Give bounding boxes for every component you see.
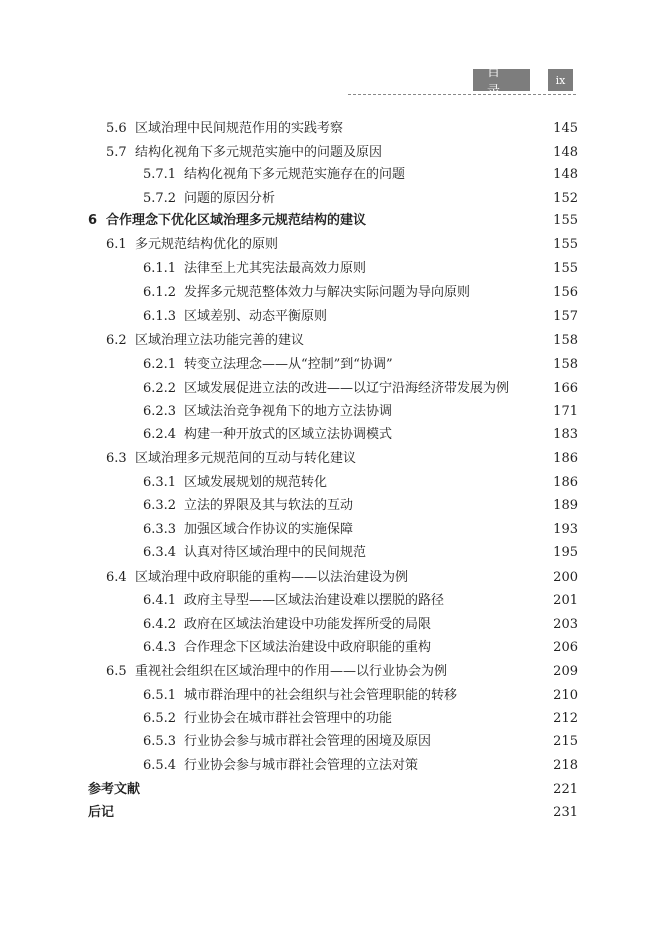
toc-entry [0, 731, 661, 753]
toc-entry [0, 188, 661, 210]
toc-entry-title: 多元规范结构优化的原则 [135, 237, 279, 252]
toc-entry [0, 661, 661, 683]
toc-entry [0, 779, 661, 801]
toc-entry-title: 立法的界限及其与软法的互动 [184, 498, 354, 513]
toc-entry-number: 6.2.2 [143, 381, 177, 396]
toc-entry-page: 218 [553, 758, 578, 773]
toc-entry-title: 后记 [88, 805, 115, 820]
toc-entry-page: 145 [553, 121, 578, 136]
toc-entry [0, 210, 661, 232]
toc-entry-title: 城市群治理中的社会组织与社会管理职能的转移 [184, 688, 458, 703]
toc-entry-title: 行业协会参与城市群社会管理的立法对策 [184, 758, 419, 773]
toc-entry-number: 6.1 [106, 237, 127, 252]
toc-entry-page: 183 [553, 427, 578, 442]
toc-entry-number: 6.1.3 [143, 309, 177, 324]
toc-entry [0, 142, 661, 164]
toc-entry [0, 330, 661, 352]
toc-entry-number: 6.3 [106, 451, 127, 466]
toc-entry-number: 6.2.1 [143, 357, 177, 372]
running-header-page-number: ix [548, 69, 573, 91]
toc-entry [0, 448, 661, 470]
toc-entry-page: 221 [553, 782, 578, 797]
toc-entry [0, 637, 661, 659]
toc-entry-title: 区域治理多元规范间的互动与转化建议 [135, 451, 357, 466]
toc-entry-title: 区域治理中政府职能的重构——以法治建设为例 [135, 570, 409, 585]
toc-entry-number: 6.4 [106, 570, 127, 585]
toc-entry [0, 802, 661, 824]
toc-entry-number: 6.5.3 [143, 734, 177, 749]
toc-entry-number: 5.6 [106, 121, 127, 136]
toc-entry-title: 重视社会组织在区域治理中的作用——以行业协会为例 [135, 664, 448, 679]
toc-entry-page: 157 [553, 309, 578, 324]
toc-entry-page: 210 [553, 688, 578, 703]
toc-entry-page: 203 [553, 617, 578, 632]
toc-entry-number: 6.5 [106, 664, 127, 679]
toc-entry-title: 行业协会参与城市群社会管理的困境及原因 [184, 734, 432, 749]
toc-entry-page: 212 [553, 711, 578, 726]
toc-entry [0, 614, 661, 636]
toc-entry [0, 282, 661, 304]
toc-entry-number: 6.4.1 [143, 593, 177, 608]
toc-entry-number: 6.1.2 [143, 285, 177, 300]
toc-entry-title: 结构化视角下多元规范实施存在的问题 [184, 167, 406, 182]
toc-entry-page: 195 [553, 545, 578, 560]
toc-entry-number: 6.2.3 [143, 404, 177, 419]
toc-entry-number: 6 [88, 213, 98, 228]
toc-entry-title: 行业协会在城市群社会管理中的功能 [184, 711, 393, 726]
toc-entry-page: 171 [553, 404, 578, 419]
toc-entry [0, 258, 661, 280]
toc-entry-title: 政府在区域法治建设中功能发挥所受的局限 [184, 617, 432, 632]
toc-entry-page: 201 [553, 593, 578, 608]
toc-entry-number: 5.7 [106, 145, 127, 160]
toc-entry [0, 567, 661, 589]
toc-entry [0, 424, 661, 446]
toc-entry-page: 158 [553, 357, 578, 372]
toc-entry-page: 155 [553, 261, 578, 276]
toc-entry-title: 问题的原因分析 [184, 191, 276, 206]
toc-entry-number: 6.2.4 [143, 427, 177, 442]
toc-entry-page: 158 [553, 333, 578, 348]
toc-entry-page: 189 [553, 498, 578, 513]
toc-entry-title: 法律至上尤其宪法最高效力原则 [184, 261, 367, 276]
toc-entry [0, 234, 661, 256]
toc-entry [0, 354, 661, 376]
toc-entry-number: 6.3.4 [143, 545, 177, 560]
toc-entry-number: 6.3.2 [143, 498, 177, 513]
toc-entry-page: 152 [553, 191, 578, 206]
toc-entry-page: 193 [553, 522, 578, 537]
toc-entry [0, 708, 661, 730]
toc-entry [0, 685, 661, 707]
toc-entry-title: 合作理念下优化区域治理多元规范结构的建议 [106, 213, 367, 228]
toc-entry [0, 401, 661, 423]
running-header-title: 目 录 [473, 69, 530, 91]
toc-entry-title: 合作理念下区域法治建设中政府职能的重构 [184, 640, 432, 655]
toc-entry-title: 转变立法理念——从“控制”到“协调” [184, 357, 393, 372]
toc-entry-page: 148 [553, 167, 578, 182]
toc-entry-page: 166 [553, 381, 578, 396]
toc-entry-page: 231 [553, 805, 578, 820]
toc-entry-page: 186 [553, 475, 578, 490]
toc-entry-page: 206 [553, 640, 578, 655]
toc-entry-title: 政府主导型——区域法治建设难以摆脱的路径 [184, 593, 445, 608]
toc-entry [0, 472, 661, 494]
toc-entry-title: 区域发展规划的规范转化 [184, 475, 328, 490]
toc-entry [0, 164, 661, 186]
toc-entry-number: 5.7.2 [143, 191, 177, 206]
toc-entry-page: 209 [553, 664, 578, 679]
toc-entry-number: 5.7.1 [143, 167, 177, 182]
toc-entry-page: 215 [553, 734, 578, 749]
toc-entry [0, 378, 661, 400]
toc-entry-number: 6.5.2 [143, 711, 177, 726]
toc-entry-title: 结构化视角下多元规范实施中的问题及原因 [135, 145, 383, 160]
header-dashed-rule [348, 94, 576, 95]
toc-entry [0, 755, 661, 777]
toc-entry-page: 186 [553, 451, 578, 466]
toc-entry [0, 542, 661, 564]
toc-entry-number: 6.2 [106, 333, 127, 348]
toc-entry-title: 加强区域合作协议的实施保障 [184, 522, 354, 537]
toc-entry-number: 6.3.1 [143, 475, 177, 490]
toc-entry-title: 区域治理中民间规范作用的实践考察 [135, 121, 344, 136]
toc-entry-title: 认真对待区域治理中的民间规范 [184, 545, 367, 560]
toc-entry-number: 6.5.4 [143, 758, 177, 773]
toc-entry-title: 区域发展促进立法的改进——以辽宁沿海经济带发展为例 [184, 381, 510, 396]
toc-entry-number: 6.1.1 [143, 261, 177, 276]
toc-entry-title: 构建一种开放式的区域立法协调模式 [184, 427, 393, 442]
toc-entry-title: 区域治理立法功能完善的建议 [135, 333, 305, 348]
toc-entry-page: 156 [553, 285, 578, 300]
toc-entry-page: 155 [553, 213, 578, 228]
toc-entry-title: 参考文献 [88, 782, 141, 797]
toc-entry [0, 590, 661, 612]
toc-entry-title: 区域法治竞争视角下的地方立法协调 [184, 404, 393, 419]
toc-entry [0, 495, 661, 517]
toc-entry [0, 118, 661, 140]
toc-entry [0, 306, 661, 328]
toc-entry-number: 6.5.1 [143, 688, 177, 703]
toc-entry-page: 148 [553, 145, 578, 160]
toc-entry-title: 发挥多元规范整体效力与解决实际问题为导向原则 [184, 285, 471, 300]
toc-entry-title: 区域差别、动态平衡原则 [184, 309, 328, 324]
toc-entry-number: 6.4.2 [143, 617, 177, 632]
toc-entry-number: 6.4.3 [143, 640, 177, 655]
toc-entry-number: 6.3.3 [143, 522, 177, 537]
toc-entry [0, 519, 661, 541]
toc-entry-page: 200 [553, 570, 578, 585]
toc-entry-page: 155 [553, 237, 578, 252]
